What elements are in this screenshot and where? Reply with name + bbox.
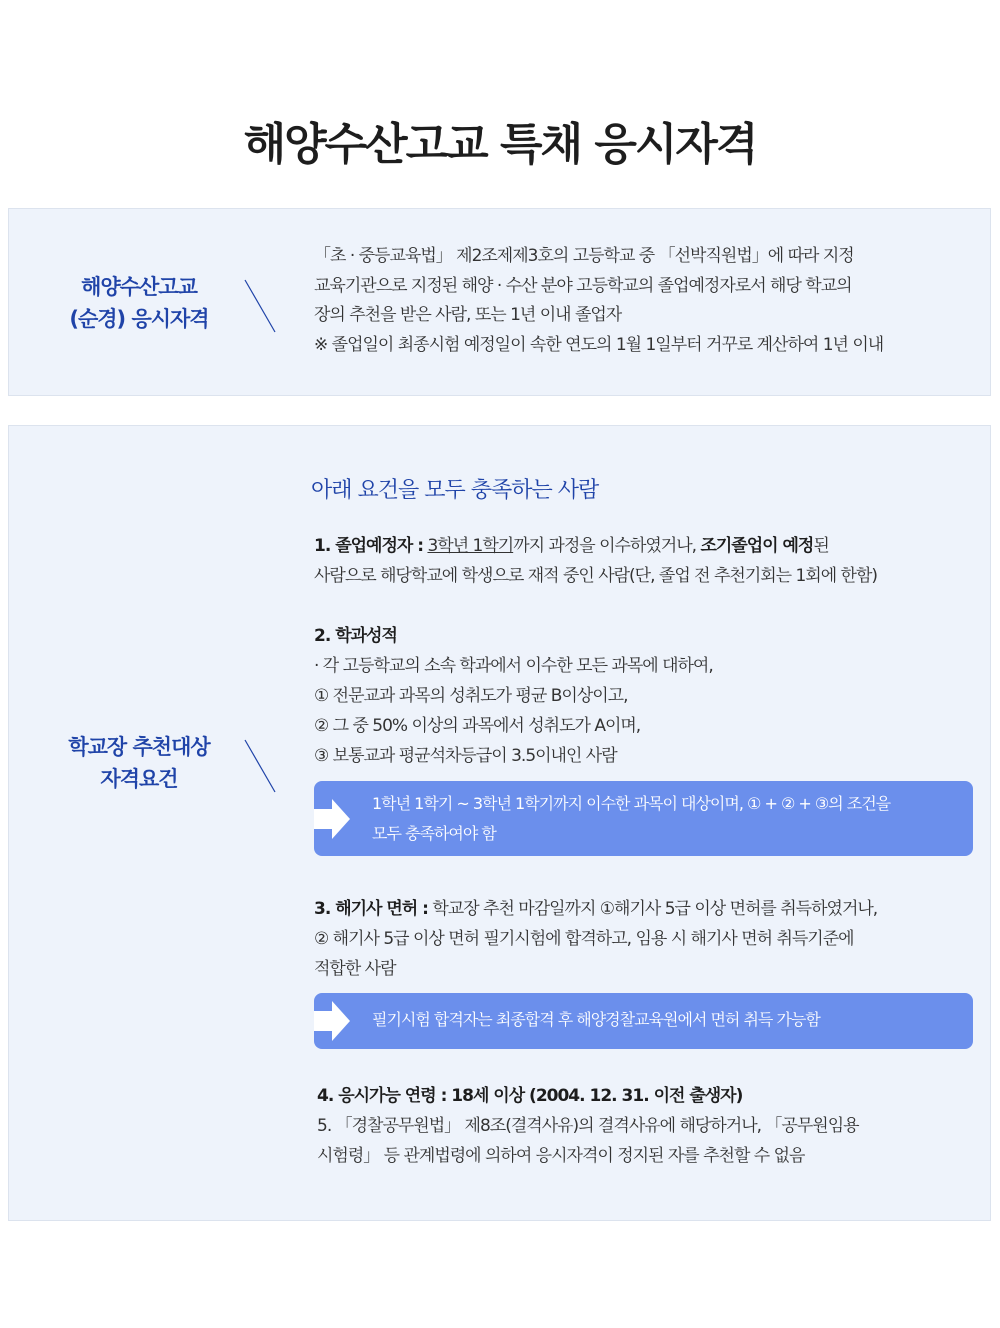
description-line: 「초 · 중등교육법」 제2조제제3호의 고등학교 중 「선박직원법」에 따라 지정 bbox=[314, 246, 854, 266]
description-line: 장의 추천을 받은 사람, 또는 1년 이내 졸업자 bbox=[314, 305, 622, 325]
requirement-text: 학교장 추천 마감일까지 ①해기사 5급 이상 면허를 취득하였거나, bbox=[427, 899, 878, 919]
arrow-right-icon bbox=[314, 1001, 350, 1041]
divider-slash-icon bbox=[244, 739, 276, 793]
note-callout bbox=[314, 781, 973, 856]
requirements-label bbox=[9, 731, 269, 795]
requirement-text: ② 그 중 50% 이상의 과목에서 성취도가 A이며, bbox=[314, 716, 641, 736]
divider-slash-icon bbox=[244, 279, 276, 333]
eligibility-panel bbox=[8, 208, 991, 396]
note-text: 1학년 1학기 ~ 3학년 1학기까지 이수한 과목이 대상이며, ① + ② + ③의 조건을 bbox=[372, 794, 891, 813]
requirements-heading: 아래 요건을 모두 충족하는 사람 bbox=[311, 478, 599, 503]
requirement-grades bbox=[314, 621, 713, 771]
requirement-age-and-disqualification bbox=[317, 1081, 859, 1171]
eligibility-label bbox=[9, 271, 269, 335]
requirement-text: 시험령」 등 관계법령에 의하여 응시자격이 정지된 자를 추천할 수 없음 bbox=[317, 1146, 805, 1166]
arrow-right-icon bbox=[314, 799, 350, 839]
requirements-panel bbox=[8, 425, 991, 1221]
requirement-graduation bbox=[314, 531, 877, 591]
underlined-text: 3학년 1학기 bbox=[427, 536, 514, 556]
requirement-text: 까지 과정을 이수하였거나, bbox=[513, 536, 701, 556]
requirement-text: 적합한 사람 bbox=[314, 959, 396, 979]
note-callout bbox=[314, 993, 973, 1049]
requirement-text: 된 bbox=[813, 536, 829, 556]
requirement-text: ① 전문교과 과목의 성취도가 평균 B이상이고, bbox=[314, 686, 628, 706]
eligibility-label-line: 해양수산고교 bbox=[81, 275, 197, 299]
requirement-title: 4. 응시가능 연령 : 18세 이상 (2004. 12. 31. 이전 출생자) bbox=[317, 1086, 743, 1106]
requirement-text: 사람으로 해당학교에 학생으로 재적 중인 사람(단, 졸업 전 추천기회는 1회에 한함) bbox=[314, 566, 878, 586]
requirement-text: · 각 고등학교의 소속 학과에서 이수한 모든 과목에 대하여, bbox=[314, 656, 713, 676]
requirement-text: ③ 보통교과 평균석차등급이 3.5이내인 사람 bbox=[314, 746, 617, 766]
requirement-text: ② 해기사 5급 이상 면허 필기시험에 합격하고, 임용 시 해기사 면허 취득기준에 bbox=[314, 929, 854, 949]
requirement-text: 5. 「경찰공무원법」 제8조(결격사유)의 결격사유에 해당하거나, 「공무원임용 bbox=[317, 1116, 859, 1136]
requirements-label-line: 자격요건 bbox=[100, 767, 178, 791]
requirement-title: 1. 졸업예정자 : bbox=[314, 536, 424, 556]
description-line: ※ 졸업일이 최종시험 예정일이 속한 연도의 1월 1일부터 거꾸로 계산하여 1년 이내 bbox=[314, 334, 884, 355]
requirements-label-line: 학교장 추천대상 bbox=[68, 735, 210, 759]
description-line: 교육기관으로 지정된 해양 · 수산 분야 고등학교의 졸업예정자로서 해당 학교의 bbox=[314, 275, 852, 296]
requirement-title: 2. 학과성적 bbox=[314, 626, 397, 646]
bold-text: 조기졸업이 예정 bbox=[700, 536, 814, 556]
eligibility-description bbox=[314, 242, 883, 360]
requirement-license bbox=[314, 894, 877, 984]
note-text: 필기시험 합격자는 최종합격 후 해양경찰교육원에서 면허 취득 가능함 bbox=[372, 1010, 820, 1029]
eligibility-label-line: (순경) 응시자격 bbox=[69, 307, 209, 331]
requirement-title: 3. 해기사 면허 : bbox=[314, 899, 428, 919]
note-text: 모두 충족하여야 함 bbox=[372, 824, 496, 843]
page-title: 해양수산고교 특채 응시자격 bbox=[243, 119, 757, 170]
